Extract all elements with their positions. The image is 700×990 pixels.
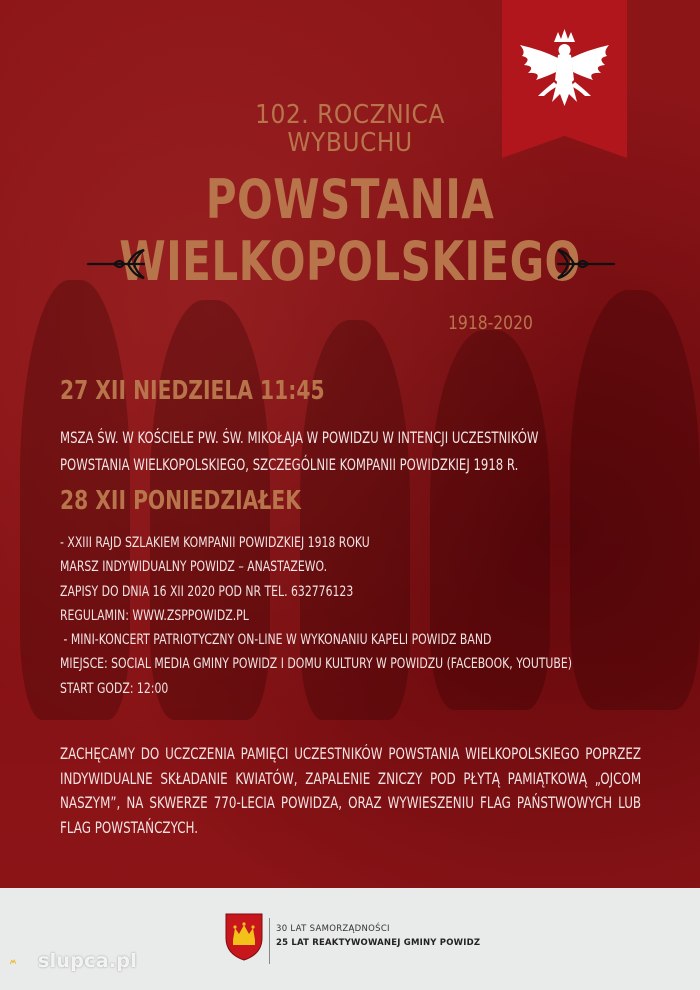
outbreak-line: WYBUCHU <box>287 128 413 158</box>
day1-heading: 27 XII NIEDZIELA 11:45 <box>60 376 325 406</box>
powidz-crest-icon <box>224 912 264 962</box>
watermark-logo-icon <box>10 948 40 976</box>
day2-line: MARSZ INDYWIDUALNY POWIDZ – ANASTAZEWO. <box>60 559 328 576</box>
footer-divider <box>269 918 270 964</box>
day2-heading: 28 XII PONIEDZIAŁEK <box>60 486 301 516</box>
day2-line: - XXIII RAJD SZLAKIEM KOMPANII POWIDZKIEJ 1918 ROKU <box>60 535 370 551</box>
footer-line1: 30 LAT SAMORZĄDNOŚCI <box>276 924 390 934</box>
watermark: slupca.pl <box>38 950 138 972</box>
main-title-line1: POWSTANIA <box>205 168 495 231</box>
day2-list <box>60 531 572 701</box>
day2-line: - MINI-KONCERT PATRIOTYCZNY ON-LINE W WYKONANIU KAPELI POWIDZ BAND <box>60 632 492 649</box>
anniversary-line: 102. ROCZNICA <box>255 100 445 130</box>
years: 1918-2020 <box>448 312 533 334</box>
ornament-right-icon <box>554 248 618 280</box>
day2-line: START GODZ: 12:00 <box>60 680 169 697</box>
day1-line: MSZA ŚW. W KOŚCIELE PW. ŚW. MIKOŁAJA W POWIDZU W INTENCJI UCZESTNIKÓW <box>60 428 539 447</box>
closing-paragraph: ZACHĘCAMY DO UCZCZENIA PAMIĘCI UCZESTNIKÓW POWSTANIA WIELKOPOLSKIEGO POPRZEZ INDYWIDUALNE SKŁADANIE KWIATÓW, ZAPALENIE ZNICZY POD PŁYTĄ PAMIĄTKOWĄ „OJCOM NASZYM”, NA SKWERZE 770-LECIA POWIDZA, ORAZ WYWIESZENIU FLAG PAŃSTWOWYCH LUB FLAG POWSTAŃCZYCH. <box>60 744 642 837</box>
photo-shade <box>570 290 700 710</box>
day2-line: ZAPISY DO DNIA 16 XII 2020 POD NR TEL. 632776123 <box>60 583 354 600</box>
main-title-line2: WIELKOPOLSKIEGO <box>119 230 581 293</box>
ornament-left-icon <box>84 248 148 280</box>
day1-description <box>60 424 538 478</box>
day1-line: POWSTANIA WIELKOPOLSKIEGO, SZCZEGÓLNIE KOMPANII POWIDZKIEJ 1918 R. <box>60 455 519 474</box>
day2-line: REGULAMIN: WWW.ZSPPOWIDZ.PL <box>60 607 249 624</box>
footer-line2: 25 LAT REAKTYWOWANEJ GMINY POWIDZ <box>276 938 481 948</box>
day2-line: MIEJSCE: SOCIAL MEDIA GMINY POWIDZ I DOMU KULTURY W POWIDZU (FACEBOOK, YOUTUBE) <box>60 656 572 673</box>
